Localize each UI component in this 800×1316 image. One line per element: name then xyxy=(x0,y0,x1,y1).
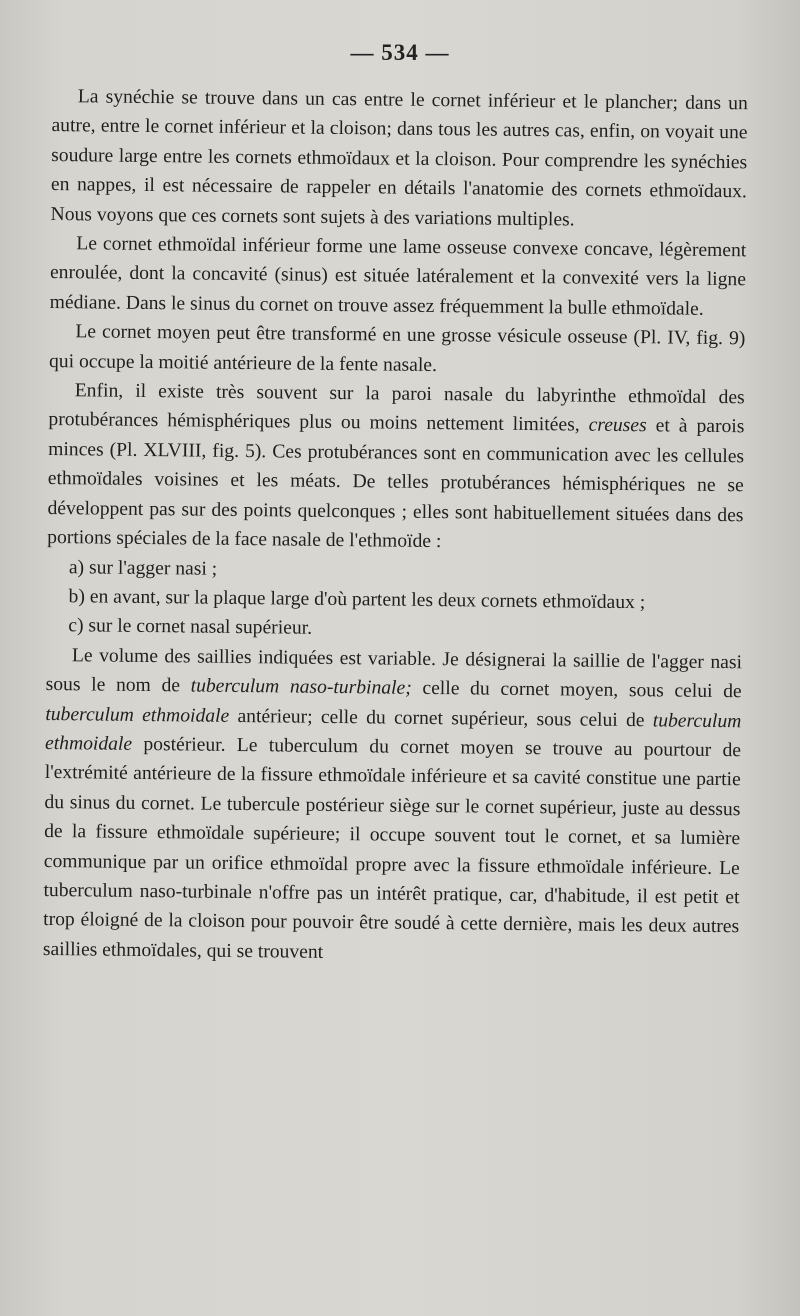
list-item-b: b) en avant, sur la plaque large d'où partent les deux cornets ethmoïdaux ; xyxy=(68,586,646,614)
italic-term-naso-turbinale: tuberculum naso-turbinale; xyxy=(190,675,412,699)
list-item-a: a) sur l'agger nasi ; xyxy=(68,556,218,580)
text-run: et à parois minces (Pl. XLVIII, fig. 5). Ces protubérances sont en communication avec les cellules ethmoïdales voisines et les méats. De telles protubérances hémisphériques ne se développent pas sur des points quelconques ; elles sont habituellement situées dans des portions spéciales de la face nasale de l'ethmoïde : xyxy=(47,415,745,553)
text-run: postérieur. Le tuberculum du cornet moyen se trouve au pourtour de l'extrémité antérieure de la fissure ethmoïdale inférieure et sa cavité constitue une partie du sinus du cornet. Le tubercule postérieur siège sur le cornet supérieur, juste au dessus de la fissure ethmoïdale supérieure; il occupe souvent tout le cornet, et sa lumière communique par un orifice ethmoïdal propre avec la fissure ethmoïdale inférieure. Le tuberculum naso-turbinale n'offre pas un intérêt pratique, car, d'habitude, il est petit et trop éloigné de la cloison pour pouvoir être soudé à cette dernière, mais les deux autres saillies ethmoïdales, qui se trouvent xyxy=(42,733,742,963)
page-text xyxy=(43,82,748,971)
list-item-c: c) sur le cornet nasal supérieur. xyxy=(68,615,313,640)
italic-term-ethmoidale-posterieur: tuberculum ethmoidale xyxy=(44,709,742,755)
italic-term-creuses: creuses xyxy=(588,415,647,437)
paragraph-protuberances xyxy=(47,376,745,560)
text-run: celle du cornet moyen, sous celui de xyxy=(411,677,742,703)
paragraph-cornet-moyen: Le cornet moyen peut être transformé en une grosse vésicule osseuse (Pl. IV, fig. 9) qui occupe la moitié antérieure de la fente nasale. xyxy=(48,321,746,376)
text-run: antérieur; celle du cornet supérieur, sous celui de xyxy=(229,705,653,731)
text-run: Enfin, il existe très souvent sur la paroi nasale du labyrinthe ethmoïdal des protubérances hémisphériques plus ou moins nettement limitées, xyxy=(48,380,745,437)
paragraph-synechie: La synéchie se trouve dans un cas entre le cornet inférieur et le plancher; dans un autre, entre le cornet inférieur et la cloison; dans tous les autres cas, enfin, on voyait une soudure large entre les cornets ethmoïdaux et la cloison. Pour comprendre les synéchies en nappes, il est nécessaire de rappeler en détails l'anatomie des cornets ethmoïdaux. Nous voyons que ces cornets sont sujets à des variations multiples. xyxy=(50,86,748,231)
text-run: Le volume des saillies indiquées est variable. Je désignerai la saillie de l'agger nasi sous le nom de xyxy=(45,644,743,697)
page-number: — 534 — xyxy=(350,40,450,65)
paragraph-tuberculum xyxy=(43,641,742,972)
italic-term-ethmoidale-anterieur: tuberculum ethmoidale xyxy=(45,703,230,727)
paragraph-cornet-inferieur: Le cornet ethmoïdal inférieur forme une lame osseuse convexe concave, légèrement enroulée, dont la concavité (sinus) est située latéralement et la convexité vers la ligne médiane. Dans le sinus du cornet on trouve assez fréquemment la bulle ethmoïdale. xyxy=(49,233,747,320)
